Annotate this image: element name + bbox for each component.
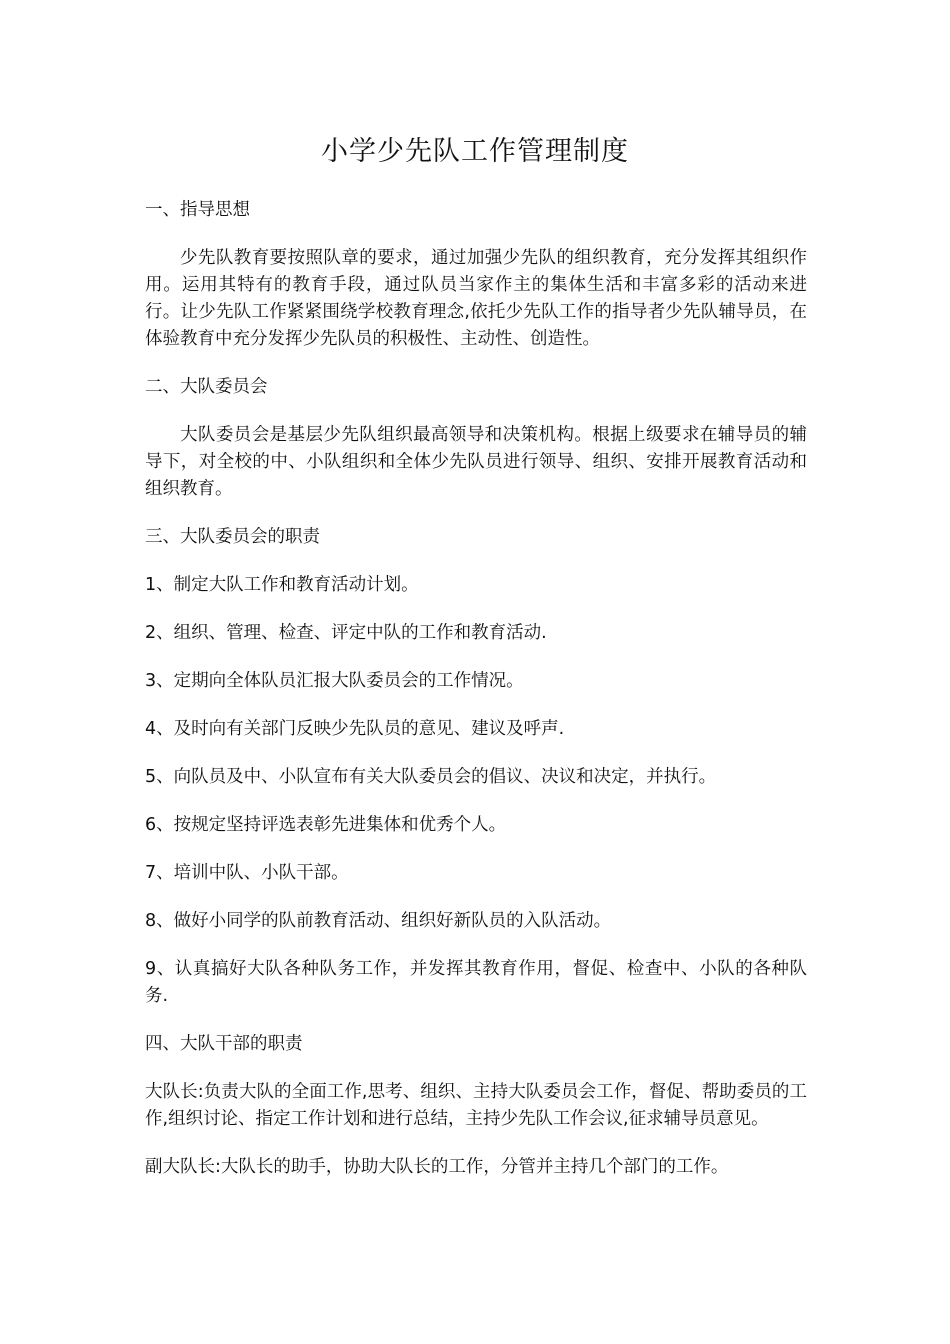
duty-list-item: 2、组织、管理、检查、评定中队的工作和教育活动. — [145, 623, 547, 643]
document-title: 小学少先队工作管理制度 — [321, 136, 629, 167]
document-body — [145, 197, 807, 1202]
section-heading-guiding-ideology: 一、指导思想 — [145, 200, 250, 220]
duty-list-item: 4、及时向有关部门反映少先队员的意见、建议及呼声. — [145, 719, 565, 739]
vice-captain-duty-paragraph: 副大队长:大队长的助手，协助大队长的工作，分管并主持几个部门的工作。 — [145, 1157, 729, 1177]
section-heading-cadre-duties: 四、大队干部的职责 — [145, 1034, 303, 1054]
duty-list-item: 1、制定大队工作和教育活动计划。 — [145, 575, 419, 595]
section-heading-committee-duties: 三、大队委员会的职责 — [145, 527, 320, 547]
section-heading-brigade-committee: 二、大队委员会 — [145, 377, 268, 397]
duty-list-item: 9、认真搞好大队各种队务工作，并发挥其教育作用，督促、检查中、小队的各种队务. — [145, 959, 807, 1006]
duty-list-item: 3、定期向全体队员汇报大队委员会的工作情况。 — [145, 671, 524, 691]
section-paragraph-brigade-committee: 大队委员会是基层少先队组织最高领导和决策机构。根据上级要求在辅导员的辅导下，对全校的中、小队组织和全体少先队员进行领导、组织、安排开展教育活动和组织教育。 — [145, 425, 807, 499]
duty-list-item: 6、按规定坚持评选表彰先进集体和优秀个人。 — [145, 815, 507, 835]
duty-list-item: 7、培训中队、小队干部。 — [145, 863, 349, 883]
duty-list-item: 8、做好小同学的队前教育活动、组织好新队员的入队活动。 — [145, 911, 612, 931]
captain-duty-paragraph: 大队长:负责大队的全面工作,思考、组织、主持大队委员会工作，督促、帮助委员的工作,组织讨论、指定工作计划和进行总结，主持少先队工作会议,征求辅导员意见。 — [145, 1082, 807, 1129]
duty-list-item: 5、向队员及中、小队宣布有关大队委员会的倡议、决议和决定，并执行。 — [145, 767, 717, 787]
section-paragraph-guiding-ideology: 少先队教育要按照队章的要求，通过加强少先队的组织教育，充分发挥其组织作用。运用其特有的教育手段，通过队员当家作主的集体生活和丰富多彩的活动来进行。让少先队工作紧紧围绕学校教育理念,依托少先队工作的指导者少先队辅导员，在体验教育中充分发挥少先队员的积极性、主动性、创造性。 — [145, 248, 807, 349]
